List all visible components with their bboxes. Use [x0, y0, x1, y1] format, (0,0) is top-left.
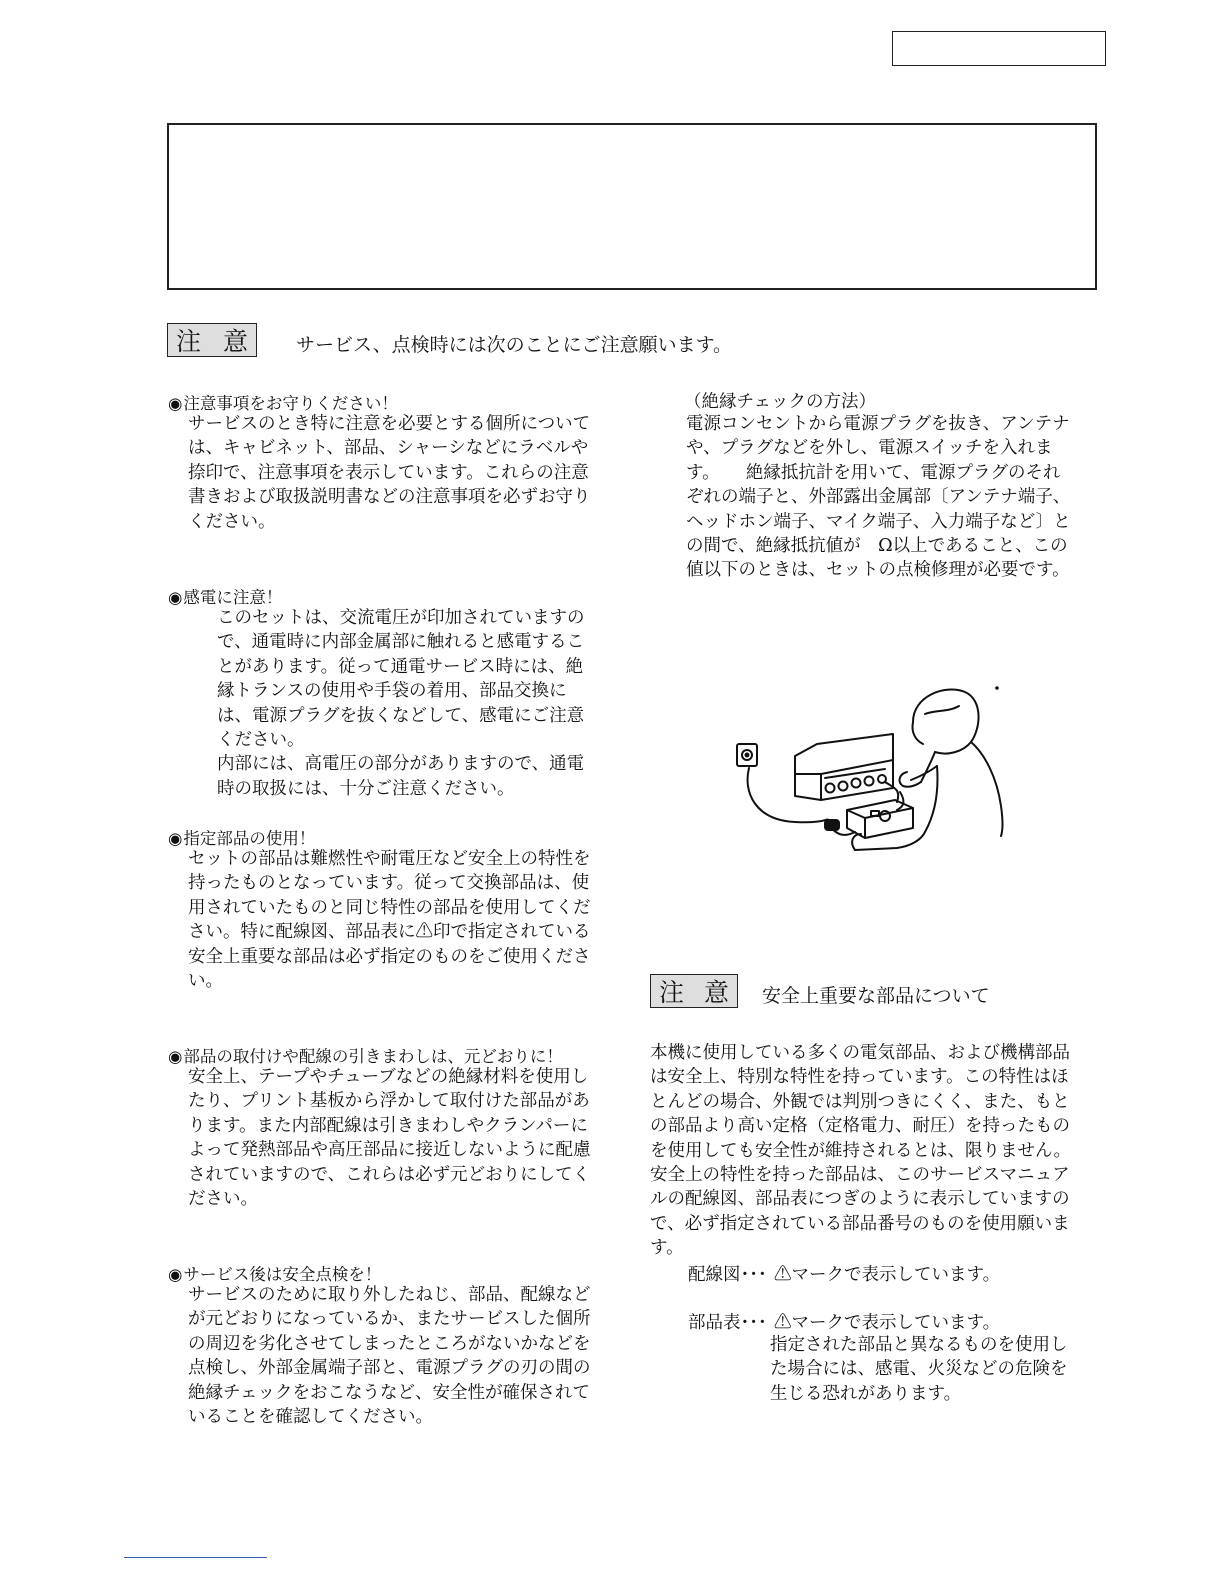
text-line: は、キャビネット、部品、シャーシなどにラベルや — [188, 438, 589, 459]
text-line: 安全上の特性を持った部品は、このサービスマニュア — [650, 1165, 1070, 1186]
bullet-icon: ◉ — [168, 588, 183, 607]
section-body — [188, 1065, 591, 1211]
footer-rule — [124, 1557, 267, 1558]
bullet-icon: ◉ — [168, 829, 183, 848]
section-title-text: 注意事項をお守りください！ — [183, 394, 398, 413]
section-title — [168, 1261, 381, 1285]
text-line: 縁トランスの使用や手袋の着用、部品交換に — [217, 681, 567, 702]
text-line: の間で、絶縁抵抗値が Ω以上であること、この — [686, 536, 1068, 557]
text-line: ください。 — [217, 730, 305, 751]
text-line: 安全上、テープやチューブなどの絶縁材料を使用し — [188, 1067, 589, 1087]
section-body — [217, 606, 585, 801]
text-line: 点検し、外部金属端子部と、電源プラグの刃の間の — [188, 1358, 591, 1379]
text-line: よって発熱部品や高圧部品に接近しないように配慮 — [188, 1140, 591, 1161]
text-line: い。 — [188, 971, 223, 992]
text-line: されていますので、これらは必ず元どおりにしてく — [188, 1164, 591, 1185]
text-line: す。 — [650, 1238, 684, 1259]
text-line: 電源コンセントから電源プラグを抜き、アンテナ — [686, 414, 1070, 434]
text-line: 時の取扱には、十分ご注意ください。 — [217, 778, 515, 799]
text-line: を使用しても安全性が維持されるとは、限りません。 — [650, 1140, 1072, 1161]
text-line: 値以下のときは、セットの点検修理が必要です。 — [686, 560, 1070, 581]
text-line: 捺印で、注意事項を表示しています。これらの注意 — [188, 462, 589, 483]
section-title — [168, 390, 398, 414]
caution-label-safety — [650, 974, 738, 1008]
section-title — [168, 584, 282, 608]
caution-label — [167, 323, 257, 357]
insulation-test-illustration — [725, 682, 1015, 862]
insulation-check-title: （絶縁チェックの方法） — [684, 392, 876, 412]
main-heading: サービス、点検時には次のことにご注意願います。 — [296, 334, 733, 356]
text-line: このセットは、交流電圧が印加されていますの — [217, 608, 585, 628]
text-line: 絶縁チェックをおこなうなど、安全性が確保されて — [188, 1382, 590, 1403]
text-line: の周辺を劣化させてしまったところがないかなどを — [188, 1333, 591, 1354]
text-line: で、必ず指定されている部品番号のものを使用願いま — [650, 1213, 1070, 1234]
text-line: ヘッドホン端子、マイク端子、入力端子など〕と — [686, 511, 1071, 532]
text-line: す。 絶縁抵抗計を用いて、電源プラグのそれ — [686, 462, 1061, 483]
bullet-icon: ◉ — [168, 394, 183, 413]
text-line: 指定された部品と異なるものを使用し — [770, 1335, 1068, 1355]
caution-label-char-1: 注 — [176, 327, 202, 356]
text-line: セットの部品は難燃性や耐電圧など安全上の特性を — [188, 849, 591, 869]
text-line: は、電源プラグを抜くなどして、感電にご注意 — [217, 705, 585, 726]
text-line: 持ったものとなっています。従って交換部品は、使 — [188, 873, 590, 894]
text-line: た場合には、感電、火災などの危険を — [770, 1359, 1068, 1380]
text-line: や、プラグなどを外し、電源スイッチを入れま — [686, 438, 1053, 459]
text-line: とんどの場合、外観では判別つきにくく、また、もと — [650, 1091, 1070, 1112]
text-line: ださい。 — [188, 1189, 258, 1210]
text-line: 生じる恐れがあります。 — [770, 1383, 962, 1404]
text-line: ください。 — [188, 511, 276, 532]
audio-unit-icon — [795, 734, 893, 800]
safety-parts-body — [650, 1041, 1071, 1261]
section-body — [188, 1283, 591, 1429]
text-line: たり、プリント基板から浮かして取付けた部品があ — [188, 1091, 590, 1112]
text-line: 安全上重要な部品は必ず指定のものをご使用くださ — [188, 946, 591, 967]
text-line: は安全上、特別な特性を持っています。この特性はほ — [650, 1067, 1069, 1088]
text-line: いることを確認してください。 — [188, 1407, 433, 1428]
wiring-diagram-label: 配線図･･･ — [688, 1265, 767, 1285]
text-line: で、通電時に内部金属部に触れると感電するこ — [217, 632, 585, 653]
bullet-icon: ◉ — [168, 1047, 183, 1066]
section-title-text: 指定部品の使用！ — [183, 829, 316, 848]
section-title-text: 部品の取付けや配線の引きまわしは、元どおりに！ — [183, 1047, 563, 1066]
insulation-check-body — [686, 412, 1071, 583]
text-line: 書きおよび取扱説明書などの注意事項を必ずお守り — [188, 487, 591, 508]
text-line: さい。特に配線図、部品表に⚠印で指定されている — [188, 922, 591, 943]
parts-list-text: ⚠マークで表示しています。 — [774, 1313, 1001, 1333]
parts-list-label: 部品表･･･ — [688, 1313, 767, 1333]
text-line: ります。また内部配線は引きまわしやクランパーに — [188, 1115, 588, 1136]
safety-parts-heading: 安全上重要な部品について — [762, 985, 990, 1007]
section-title — [168, 1043, 563, 1067]
text-line: ルの配線図、部品表につぎのように表示していますの — [650, 1189, 1070, 1210]
bullet-icon: ◉ — [168, 1265, 183, 1284]
text-line: ぞれの端子と、外部露出金属部〔アンテナ端子、 — [686, 487, 1071, 508]
caution-label-char-2: 意 — [222, 327, 248, 356]
text-line: 本機に使用している多くの電気部品、および機構部品 — [650, 1043, 1070, 1063]
section-title — [168, 825, 315, 849]
text-line: とがあります。従って通電サービス時には、絶 — [217, 656, 584, 677]
header-box — [892, 31, 1106, 66]
wiring-diagram-text: ⚠マークで表示しています。 — [774, 1265, 1001, 1285]
text-line: 用されていたものと同じ特性の部品を使用してくだ — [188, 897, 591, 918]
section-body — [188, 847, 591, 993]
caution-label-char-1: 注 — [659, 978, 685, 1007]
text-line: サービスのために取り外したねじ、部品、配線など — [188, 1285, 591, 1305]
section-body — [188, 412, 591, 534]
section-title-text: 感電に注意！ — [183, 588, 283, 607]
notice-box — [167, 123, 1097, 290]
section-title-text: サービス後は安全点検を！ — [183, 1265, 382, 1284]
caution-label-char-2: 意 — [703, 978, 729, 1007]
text-line: サービスのとき特に注意を必要とする個所について — [188, 414, 591, 434]
text-line: が元どおりになっているか、またサービスした個所 — [188, 1309, 591, 1330]
text-line: の部品より高い定格（定格電力、耐圧）を持ったもの — [650, 1116, 1070, 1137]
text-line: 内部には、高電圧の部分がありますので、通電 — [217, 754, 585, 775]
parts-list-note — [770, 1333, 1068, 1406]
